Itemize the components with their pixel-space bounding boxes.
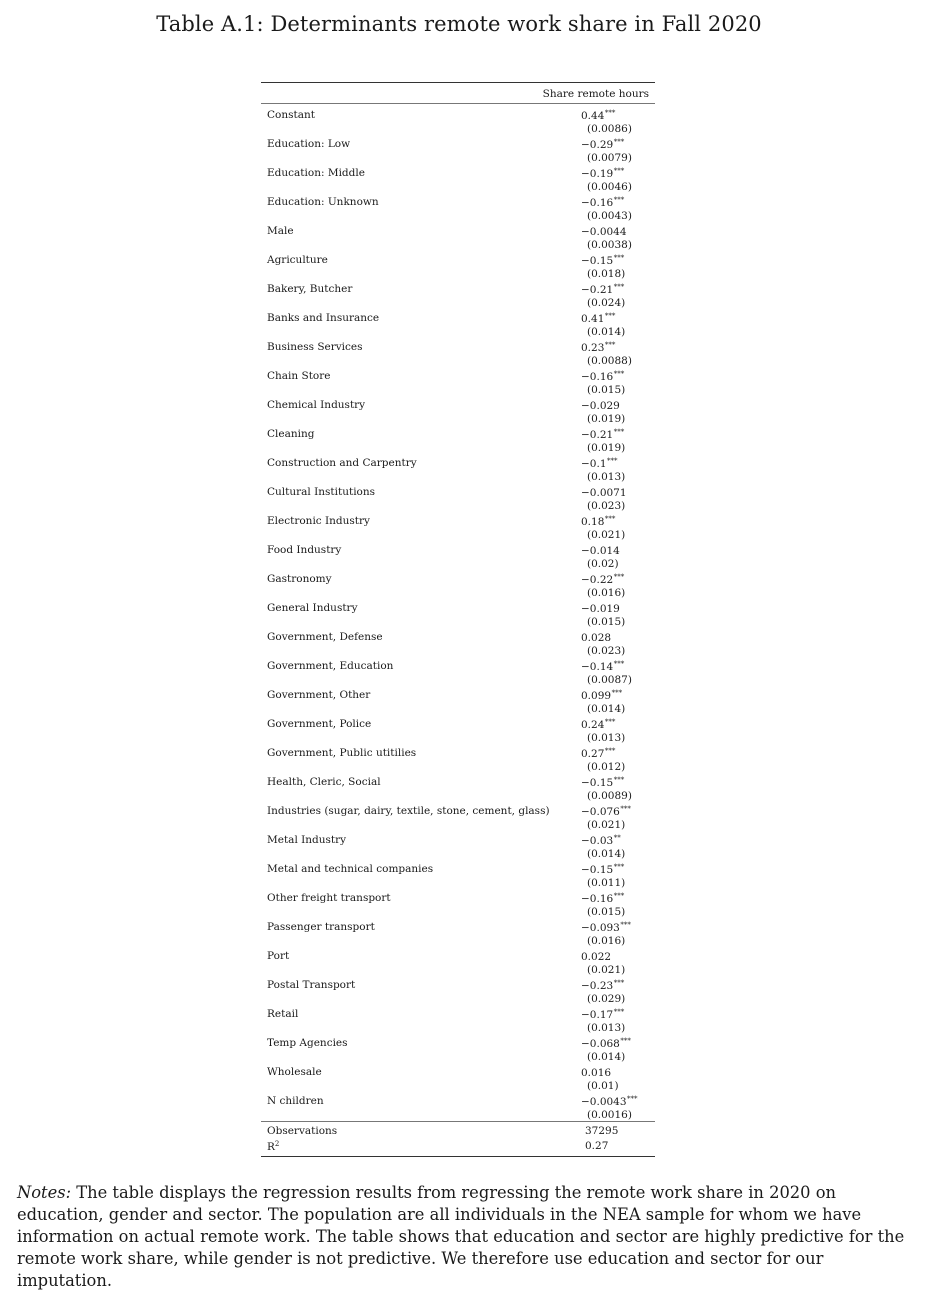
standard-error: (0.0086) — [587, 123, 632, 135]
standard-error: (0.016) — [587, 935, 626, 947]
significance-stars: *** — [604, 341, 616, 349]
significance-stars: *** — [613, 428, 625, 436]
standard-error: (0.01) — [587, 1080, 619, 1092]
coefficient-value: 0.44 — [581, 110, 605, 122]
coefficient-value: 0.099 — [581, 690, 612, 702]
significance-stars: *** — [613, 283, 625, 291]
row-label: Education: Middle — [267, 167, 365, 179]
r2-label-text: R — [267, 1140, 275, 1153]
observations-value: 37295 — [585, 1125, 619, 1137]
coefficient — [581, 457, 618, 470]
table-title: Table A.1: Determinants remote work share in Fall 2020 — [156, 12, 762, 36]
coefficient-value: −0.093 — [581, 922, 620, 934]
table-row — [261, 597, 655, 626]
standard-error: (0.0016) — [587, 1109, 632, 1121]
standard-error: (0.0038) — [587, 239, 632, 251]
table-row — [261, 104, 655, 133]
row-label: Government, Education — [267, 660, 394, 672]
table-row — [261, 829, 655, 858]
table-row — [261, 510, 655, 539]
r2-label-sup: 2 — [274, 1139, 280, 1148]
significance-stars: *** — [613, 138, 625, 146]
coefficient — [581, 660, 624, 673]
coefficient — [581, 283, 624, 296]
row-label: Chemical Industry — [267, 399, 366, 411]
coefficient-value: −0.0044 — [581, 226, 627, 238]
standard-error: (0.0046) — [587, 181, 632, 193]
standard-error: (0.0088) — [587, 355, 632, 367]
row-label: Metal and technical companies — [267, 863, 434, 875]
table-row — [261, 771, 655, 800]
table-notes — [17, 1182, 917, 1292]
standard-error: (0.014) — [587, 1051, 626, 1063]
coefficient — [581, 1066, 612, 1079]
coefficient-value: −0.068 — [581, 1038, 620, 1050]
standard-error: (0.012) — [587, 761, 626, 773]
coefficient — [581, 544, 620, 557]
coefficient-value: 0.23 — [581, 342, 605, 354]
coefficient-value: −0.15 — [581, 864, 614, 876]
significance-stars: *** — [613, 660, 625, 668]
standard-error: (0.015) — [587, 616, 626, 628]
table-row — [261, 307, 655, 336]
table-footer — [261, 1121, 655, 1156]
significance-stars: *** — [613, 892, 625, 900]
standard-error: (0.019) — [587, 413, 626, 425]
row-label: Gastronomy — [267, 573, 332, 585]
row-label: Electronic Industry — [267, 515, 370, 527]
coefficient — [581, 689, 622, 702]
standard-error: (0.016) — [587, 587, 626, 599]
coefficient — [581, 863, 624, 876]
row-label: Chain Store — [267, 370, 331, 382]
row-label: Construction and Carpentry — [267, 457, 417, 469]
coefficient — [581, 167, 624, 180]
coefficient-value: −0.0043 — [581, 1096, 627, 1108]
table-row — [261, 539, 655, 568]
column-header: Share remote hours — [542, 88, 649, 100]
standard-error: (0.021) — [587, 819, 626, 831]
coefficient — [581, 950, 612, 963]
row-label: Other freight transport — [267, 892, 391, 904]
coefficient — [581, 428, 624, 441]
table-row — [261, 191, 655, 220]
table-row — [261, 1090, 655, 1119]
coefficient — [581, 718, 615, 731]
row-label: Government, Public utitilies — [267, 747, 417, 759]
significance-stars: *** — [613, 573, 625, 581]
coefficient — [581, 341, 615, 354]
coefficient-value: 0.24 — [581, 719, 605, 731]
standard-error: (0.013) — [587, 732, 626, 744]
table-row — [261, 974, 655, 1003]
row-label: Postal Transport — [267, 979, 356, 991]
coefficient — [581, 196, 624, 209]
table-row — [261, 1061, 655, 1090]
coefficient-value: −0.16 — [581, 893, 614, 905]
coefficient-value: 0.028 — [581, 632, 612, 644]
coefficient — [581, 515, 615, 528]
standard-error: (0.018) — [587, 268, 626, 280]
standard-error: (0.023) — [587, 645, 626, 657]
table-row — [261, 858, 655, 887]
row-label: Banks and Insurance — [267, 312, 380, 324]
standard-error: (0.024) — [587, 297, 626, 309]
significance-stars: *** — [620, 921, 631, 929]
row-label: Industries (sugar, dairy, textile, stone, cement, glass) — [267, 805, 550, 817]
coefficient-value: −0.029 — [581, 400, 620, 412]
table-row — [261, 916, 655, 945]
coefficient-value: −0.1 — [581, 458, 607, 470]
standard-error: (0.013) — [587, 1022, 626, 1034]
coefficient-value: −0.14 — [581, 661, 614, 673]
significance-stars: *** — [613, 979, 625, 987]
notes-text: The table displays the regression results from regressing the remote work share in 2020 on education, gender and sector. The population are all individuals in the NEA sample for whom we have information on actual remote work. The table shows that education and sector are highly predictive for the remote work share, while gender is not predictive. We therefore use education and sector for our imputation. — [17, 1183, 905, 1290]
significance-stars: *** — [613, 863, 625, 871]
row-label: Cultural Institutions — [267, 486, 376, 498]
row-label: Business Services — [267, 341, 363, 353]
table-row — [261, 133, 655, 162]
standard-error: (0.0043) — [587, 210, 632, 222]
row-label: Food Industry — [267, 544, 342, 556]
standard-error: (0.015) — [587, 384, 626, 396]
significance-stars: *** — [613, 776, 625, 784]
standard-error: (0.021) — [587, 964, 626, 976]
row-label: Health, Cleric, Social — [267, 776, 381, 788]
table-row — [261, 365, 655, 394]
observations-row — [261, 1124, 655, 1139]
standard-error: (0.0079) — [587, 152, 632, 164]
notes-label: Notes: — [17, 1183, 72, 1202]
table-row — [261, 655, 655, 684]
coefficient-value: 0.022 — [581, 951, 612, 963]
coefficient-value: −0.15 — [581, 255, 614, 267]
r2-row — [261, 1139, 655, 1154]
coefficient — [581, 312, 615, 325]
coefficient-value: 0.18 — [581, 516, 605, 528]
table-row — [261, 162, 655, 191]
significance-stars: *** — [613, 370, 625, 378]
standard-error: (0.0087) — [587, 674, 632, 686]
row-label: Port — [267, 950, 290, 962]
row-label: Retail — [267, 1008, 299, 1020]
row-label: Education: Low — [267, 138, 351, 150]
coefficient — [581, 486, 627, 499]
coefficient — [581, 225, 627, 238]
coefficient — [581, 892, 624, 905]
significance-stars: *** — [627, 1095, 638, 1103]
table-row — [261, 800, 655, 829]
r2-value: 0.27 — [585, 1139, 609, 1152]
significance-stars: *** — [613, 167, 625, 175]
coefficient — [581, 979, 624, 992]
significance-stars: *** — [620, 805, 631, 813]
row-label: Passenger transport — [267, 921, 375, 933]
standard-error: (0.023) — [587, 500, 626, 512]
coefficient — [581, 254, 624, 267]
coefficient — [581, 834, 621, 847]
standard-error: (0.014) — [587, 326, 626, 338]
coefficient — [581, 399, 620, 412]
table-header — [261, 83, 655, 104]
standard-error: (0.011) — [587, 877, 626, 889]
standard-error: (0.029) — [587, 993, 626, 1005]
row-label: Temp Agencies — [267, 1037, 348, 1049]
coefficient-value: −0.17 — [581, 1009, 614, 1021]
standard-error: (0.014) — [587, 848, 626, 860]
table-row — [261, 684, 655, 713]
table-row — [261, 481, 655, 510]
row-label: Government, Police — [267, 718, 372, 730]
table-row — [261, 626, 655, 655]
significance-stars: *** — [604, 515, 616, 523]
coefficient-value: 0.41 — [581, 313, 605, 325]
row-label: Cleaning — [267, 428, 315, 440]
table-row — [261, 220, 655, 249]
coefficient-value: −0.0071 — [581, 487, 627, 499]
coefficient-value: −0.16 — [581, 197, 614, 209]
coefficient — [581, 1008, 624, 1021]
coefficient — [581, 631, 612, 644]
regression-table — [261, 82, 655, 1157]
table-body — [261, 104, 655, 1121]
standard-error: (0.019) — [587, 442, 626, 454]
table-row — [261, 452, 655, 481]
coefficient-value: −0.16 — [581, 371, 614, 383]
significance-stars: *** — [613, 1008, 625, 1016]
standard-error: (0.013) — [587, 471, 626, 483]
row-label: Wholesale — [267, 1066, 322, 1078]
coefficient-value: 0.016 — [581, 1067, 612, 1079]
significance-stars: *** — [607, 457, 618, 465]
table-row — [261, 249, 655, 278]
coefficient — [581, 747, 615, 760]
row-label: Government, Defense — [267, 631, 383, 643]
coefficient-value: −0.21 — [581, 284, 614, 296]
table-row — [261, 742, 655, 771]
table-row — [261, 568, 655, 597]
row-label: Metal Industry — [267, 834, 347, 846]
table-row — [261, 423, 655, 452]
row-label: Government, Other — [267, 689, 371, 701]
table-row — [261, 887, 655, 916]
significance-stars: *** — [620, 1037, 631, 1045]
coefficient — [581, 805, 631, 818]
table-row — [261, 1032, 655, 1061]
coefficient-value: −0.15 — [581, 777, 614, 789]
standard-error: (0.015) — [587, 906, 626, 918]
coefficient — [581, 109, 615, 122]
r2-label — [267, 1140, 279, 1153]
row-label: Male — [267, 225, 294, 237]
coefficient-value: −0.019 — [581, 603, 620, 615]
row-label: N children — [267, 1095, 324, 1107]
coefficient — [581, 370, 624, 383]
significance-stars: *** — [613, 254, 625, 262]
table-row — [261, 945, 655, 974]
significance-stars: *** — [611, 689, 623, 697]
table-row — [261, 278, 655, 307]
coefficient — [581, 921, 631, 934]
coefficient-value: −0.014 — [581, 545, 620, 557]
significance-stars: ** — [613, 834, 621, 842]
coefficient — [581, 602, 620, 615]
coefficient-value: −0.19 — [581, 168, 614, 180]
coefficient-value: −0.21 — [581, 429, 614, 441]
coefficient-value: −0.076 — [581, 806, 620, 818]
coefficient — [581, 1095, 638, 1108]
table-row — [261, 394, 655, 423]
standard-error: (0.021) — [587, 529, 626, 541]
coefficient — [581, 138, 624, 151]
table-row — [261, 336, 655, 365]
row-label: Education: Unknown — [267, 196, 379, 208]
standard-error: (0.014) — [587, 703, 626, 715]
coefficient-value: −0.29 — [581, 139, 614, 151]
row-label: Bakery, Butcher — [267, 283, 353, 295]
row-label: Agriculture — [267, 254, 328, 266]
table-row — [261, 1003, 655, 1032]
coefficient-value: −0.23 — [581, 980, 614, 992]
standard-error: (0.02) — [587, 558, 619, 570]
table-row — [261, 713, 655, 742]
coefficient-value: 0.27 — [581, 748, 605, 760]
significance-stars: *** — [604, 718, 616, 726]
significance-stars: *** — [613, 196, 625, 204]
significance-stars: *** — [604, 312, 616, 320]
coefficient — [581, 573, 624, 586]
row-label: Constant — [267, 109, 315, 121]
observations-label: Observations — [267, 1125, 338, 1137]
coefficient — [581, 1037, 631, 1050]
significance-stars: *** — [604, 747, 616, 755]
coefficient-value: −0.22 — [581, 574, 614, 586]
coefficient — [581, 776, 624, 789]
row-label: General Industry — [267, 602, 358, 614]
significance-stars: *** — [604, 109, 616, 117]
standard-error: (0.0089) — [587, 790, 632, 802]
coefficient-value: −0.03 — [581, 835, 614, 847]
